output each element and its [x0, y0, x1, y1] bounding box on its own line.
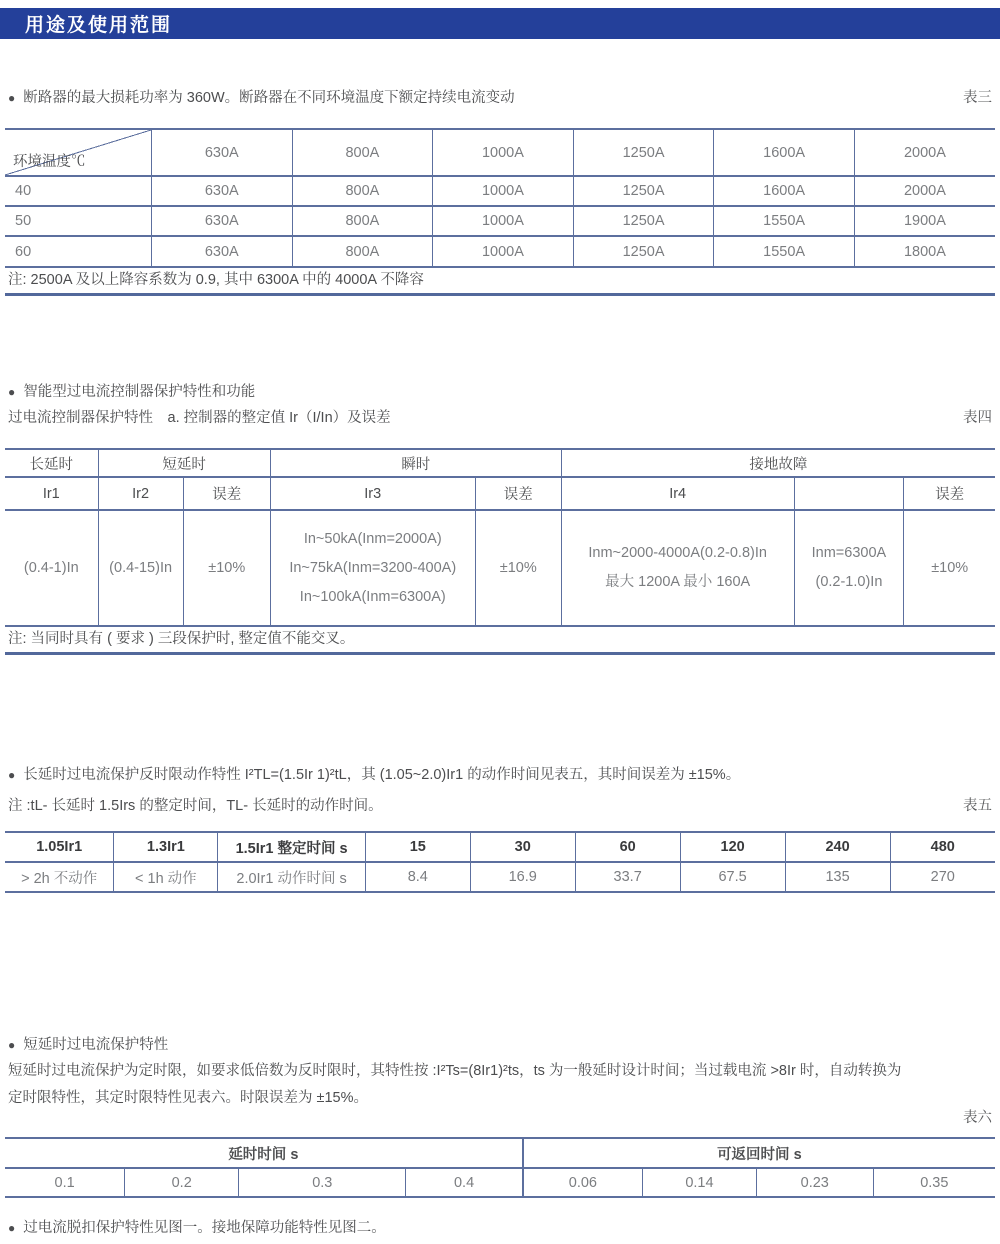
table3-row-label: 40 — [5, 176, 152, 206]
table6-wrap — [5, 1137, 995, 1198]
table3-row-label: 50 — [5, 206, 152, 236]
table6-cell: 0.2 — [125, 1168, 239, 1197]
table5-cell: < 1h 动作 — [114, 862, 218, 892]
table3-col-header: 630A — [152, 129, 293, 176]
table4-cell-line: In~100kA(Inm=6300A) — [299, 588, 446, 605]
section-title-bar — [0, 8, 1000, 39]
table3-col-header: 1250A — [573, 129, 714, 176]
table5-cell: 2.0Ir1 动作时间 s — [218, 862, 366, 892]
longdelay-bullet-text — [8, 766, 740, 784]
table6-cell: 0.23 — [756, 1168, 873, 1197]
final-text: 过电流脱扣保护特性见图一。接地保障功能特性见图二。 — [23, 1220, 386, 1236]
shortdelay-text: 短延时过电流保护特性 — [23, 1037, 169, 1053]
table3-cell: 800A — [292, 206, 433, 236]
table3-cell: 630A — [152, 236, 293, 267]
table6-label: 表六 — [963, 1110, 992, 1126]
table5-header: 1.3Ir1 — [114, 832, 218, 862]
table3-col-header: 2000A — [854, 129, 995, 176]
table3-cell: 1250A — [573, 236, 714, 267]
table4-group-header: 瞬时 — [270, 449, 561, 477]
table4-subheader: 误差 — [475, 477, 561, 510]
table5-header: 1.5Ir1 整定时间 s — [218, 832, 366, 862]
longdelay-note-line — [8, 797, 992, 815]
table5-header-row — [5, 832, 995, 862]
table6-data-row — [5, 1168, 995, 1197]
table5-cell: 67.5 — [680, 862, 785, 892]
table6-cell: 0.06 — [523, 1168, 643, 1197]
table3-cell: 1900A — [854, 206, 995, 236]
table5-label: 表五 — [963, 798, 992, 814]
table3-rated-current — [5, 128, 995, 268]
table3-wrap — [5, 128, 995, 296]
table4-data-row — [5, 510, 995, 626]
table6-header-row — [5, 1138, 995, 1168]
table4-cell: (0.4-1)In — [5, 510, 98, 626]
intro-text: 断路器的最大损耗功率为 360W。断路器在不同环境温度下额定持续电流变动 — [23, 90, 515, 106]
table3-cell: 1000A — [433, 236, 574, 267]
table4-cell — [561, 510, 794, 626]
table5-header: 240 — [785, 832, 890, 862]
table4-cell — [270, 510, 475, 626]
table3-row — [5, 206, 995, 236]
table4-subheader: Ir3 — [270, 477, 475, 510]
table3-row-label: 60 — [5, 236, 152, 267]
shortdelay-paragraph — [8, 1058, 992, 1112]
table3-row — [5, 236, 995, 267]
table5-header: 120 — [680, 832, 785, 862]
table4-subheader: Ir2 — [98, 477, 183, 510]
table3-col-header: 800A — [292, 129, 433, 176]
table5-header: 60 — [575, 832, 680, 862]
table5-wrap — [5, 831, 995, 893]
table6-cell: 0.4 — [406, 1168, 523, 1197]
table4-wrap — [5, 448, 995, 655]
bullet-icon: ● — [8, 91, 16, 105]
table4-group-header: 短延时 — [98, 449, 270, 477]
intro-bullet-text — [8, 89, 515, 107]
table4-cell-line: In~50kA(Inm=2000A) — [303, 530, 442, 547]
table4-cell: ±10% — [475, 510, 561, 626]
controller-bullet-text — [8, 383, 255, 401]
table4-subheader: 误差 — [904, 477, 995, 510]
table3-note: 注: 2500A 及以上降容系数为 0.9, 其中 6300A 中的 4000A 不降容 — [5, 268, 995, 296]
table4-cell: (0.4-15)In — [98, 510, 183, 626]
table3-cell: 2000A — [854, 176, 995, 206]
table3-cell: 630A — [152, 206, 293, 236]
table3-cell: 1550A — [714, 236, 855, 267]
table3-header-row — [5, 129, 995, 176]
page-title: 用途及使用范围 — [25, 15, 173, 36]
table4-cell-line: In~75kA(Inm=3200-400A) — [289, 559, 457, 576]
table4-group-header: 接地故障 — [561, 449, 995, 477]
table3-col-header: 1600A — [714, 129, 855, 176]
table3-cell: 800A — [292, 176, 433, 206]
table4-protection-settings — [5, 448, 995, 627]
table5-cell: 270 — [890, 862, 995, 892]
bullet-icon: ● — [8, 1038, 16, 1052]
table4-cell: ±10% — [183, 510, 270, 626]
final-bullet-text — [8, 1219, 386, 1237]
controller-text: 智能型过电流控制器保护特性和功能 — [23, 384, 256, 400]
table6-cell: 0.35 — [873, 1168, 995, 1197]
table3-cell: 630A — [152, 176, 293, 206]
table6-cell: 0.14 — [643, 1168, 757, 1197]
table3-row — [5, 176, 995, 206]
bullet-icon: ● — [8, 768, 16, 782]
table5-cell: 8.4 — [365, 862, 470, 892]
table6-cell: 0.3 — [239, 1168, 406, 1197]
table5-header: 1.05Ir1 — [5, 832, 114, 862]
table5-cell: 135 — [785, 862, 890, 892]
controller-bullet-line — [8, 383, 992, 401]
table4-group-header: 长延时 — [5, 449, 98, 477]
table3-corner-label: 环境温度℃ — [13, 154, 86, 170]
table5-cell: 33.7 — [575, 862, 680, 892]
table4-subheader: Ir1 — [5, 477, 98, 510]
table4-cell-line: 最大 1200A 最小 160A — [605, 574, 751, 590]
controller-subtext: 过电流控制器保护特性 a. 控制器的整定值 Ir（I/In）及误差 — [8, 410, 391, 426]
table4-subheader-row — [5, 477, 995, 510]
table3-cell: 1800A — [854, 236, 995, 267]
table5-header: 15 — [365, 832, 470, 862]
table4-cell-line: (0.2-1.0)In — [815, 574, 883, 590]
bullet-icon: ● — [8, 385, 16, 399]
table5-cell: 16.9 — [470, 862, 575, 892]
table5-longdelay-times — [5, 831, 995, 893]
table4-note: 注: 当同时具有 ( 要求 ) 三段保护时, 整定值不能交叉。 — [5, 627, 995, 655]
table5-header: 480 — [890, 832, 995, 862]
table3-cell: 1000A — [433, 206, 574, 236]
table3-cell: 800A — [292, 236, 433, 267]
longdelay-bullet-line — [8, 766, 992, 784]
final-bullet-line — [8, 1219, 992, 1237]
table3-label: 表三 — [963, 90, 992, 106]
table4-cell: ±10% — [904, 510, 995, 626]
table5-data-row — [5, 862, 995, 892]
table4-subheader — [794, 477, 904, 510]
shortdelay-bullet-line — [8, 1036, 992, 1054]
table3-cell: 1600A — [714, 176, 855, 206]
longdelay-note-text: 注 :tL- 长延时 1.5Irs 的整定时间，TL- 长延时的动作时间。 — [8, 798, 383, 814]
table6-delay-times — [5, 1137, 995, 1198]
table3-corner-cell — [5, 129, 152, 176]
controller-subline — [8, 409, 992, 427]
shortdelay-para-line2: 定时限特性，其定时限特性见表六。时限误差为 ±15%。 — [8, 1090, 369, 1106]
table4-subheader: Ir4 — [561, 477, 794, 510]
table3-col-header: 1000A — [433, 129, 574, 176]
table4-cell-line: Inm=6300A — [811, 545, 887, 561]
table4-label: 表四 — [963, 410, 992, 426]
table3-cell: 1550A — [714, 206, 855, 236]
table5-header: 30 — [470, 832, 575, 862]
table6-cell: 0.1 — [5, 1168, 125, 1197]
table6-group-header: 可返回时间 s — [523, 1138, 995, 1168]
table4-group-row — [5, 449, 995, 477]
table6-group-header: 延时时间 s — [5, 1138, 523, 1168]
table5-cell: > 2h 不动作 — [5, 862, 114, 892]
table3-cell: 1250A — [573, 176, 714, 206]
shortdelay-bullet-text — [8, 1036, 168, 1054]
intro-line — [8, 89, 992, 107]
table4-cell-line: Inm~2000-4000A(0.2-0.8)In — [588, 545, 767, 561]
table4-subheader: 误差 — [183, 477, 270, 510]
table4-cell — [794, 510, 904, 626]
bullet-icon: ● — [8, 1221, 16, 1235]
table3-cell: 1250A — [573, 206, 714, 236]
longdelay-text: 长延时过电流保护反时限动作特性 I²TL=(1.5Ir 1)²tL，其 (1.05~2.0)Ir1 的动作时间见表五，其时间误差为 ±15%。 — [23, 767, 741, 783]
shortdelay-para-line1: 短延时过电流保护为定时限，如要求低倍数为反时限时，其特性按 :I²Ts=(8Ir1)²ts，ts 为一般延时设计时间；当过载电流 >8Ir 时，自动转换为 — [8, 1063, 902, 1079]
table3-cell: 1000A — [433, 176, 574, 206]
